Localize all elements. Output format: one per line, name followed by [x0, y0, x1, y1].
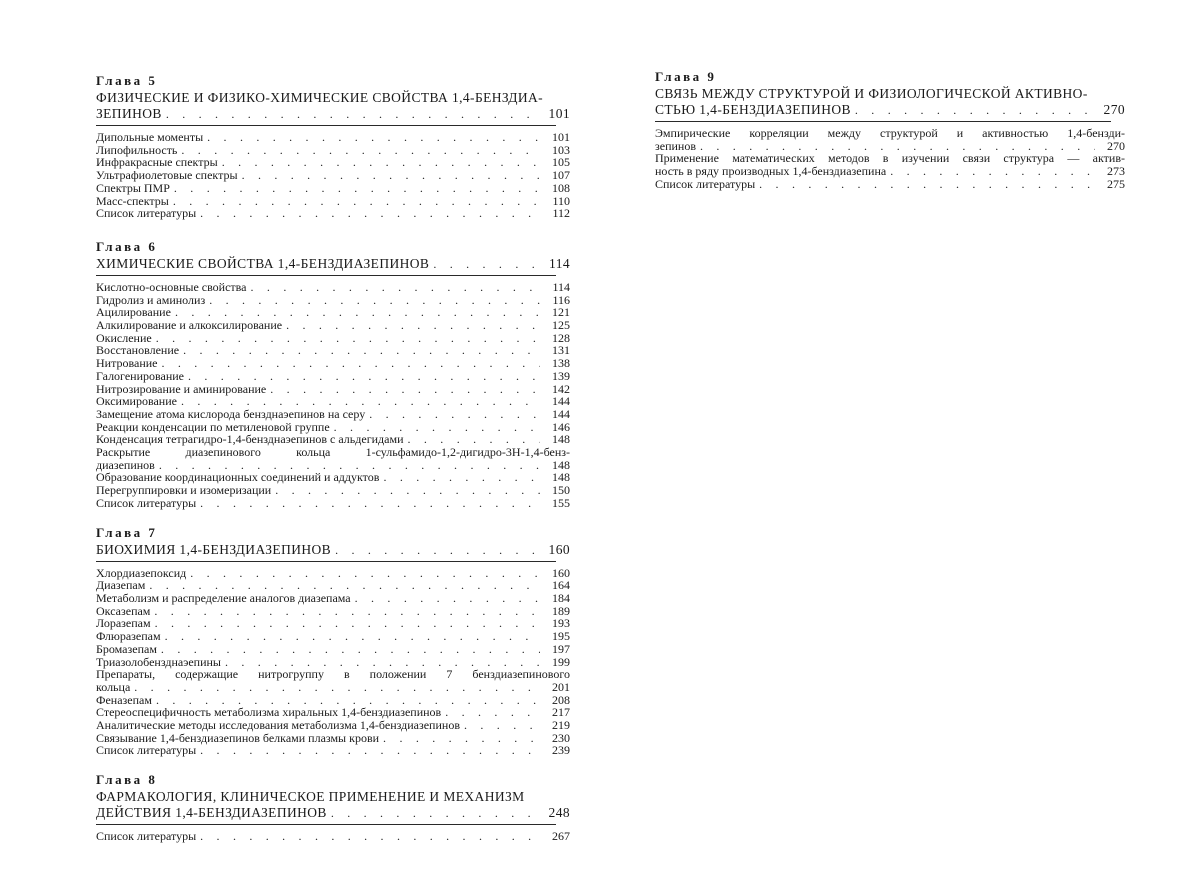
toc-left-column	[96, 74, 570, 843]
title-rule	[655, 121, 1111, 122]
chapter-title-text: ЗЕПИНОВ	[96, 106, 162, 121]
leader-dots	[242, 169, 540, 182]
toc-entry-label: Применение математических методов в изучении связи структура — актив-	[655, 151, 1125, 166]
toc-entry-label-cont: кольца	[96, 679, 131, 694]
toc-entry-page: 112	[552, 206, 570, 221]
chapter-title-page: 270	[1103, 102, 1125, 117]
toc-entry-label: Инфракрасные спектры	[96, 155, 218, 170]
toc-entry	[96, 207, 570, 220]
leader-dots	[251, 281, 540, 294]
toc-entry	[96, 484, 570, 497]
toc-entry-page: 121	[552, 305, 570, 320]
leader-dots	[166, 106, 540, 122]
toc-entry-page: 148	[552, 457, 570, 472]
leader-dots	[286, 319, 540, 332]
toc-entry-page: 201	[552, 679, 570, 694]
toc-entry	[96, 744, 570, 757]
leader-dots	[154, 605, 540, 618]
toc-entry-label: Восстановление	[96, 343, 180, 358]
toc-entry-label-cont: зепинов	[655, 138, 696, 153]
toc-entry-label: Дипольные моменты	[96, 130, 204, 144]
toc-entry-label: Алкилирование и алкоксилирование	[96, 318, 283, 333]
toc-entry-page: 230	[552, 730, 570, 745]
toc-entry-label: Оксазепам	[96, 603, 151, 618]
toc-entry	[96, 182, 570, 195]
toc-entry-page: 110	[552, 193, 570, 208]
toc-entry-label: Оксимирование	[96, 394, 177, 409]
toc-entry-page: 184	[552, 590, 570, 605]
toc-entry-label: Список литературы	[96, 829, 197, 844]
chapter-title-line	[96, 805, 570, 821]
toc-entry-label: Нитрование	[96, 356, 158, 371]
toc-entry-page: 217	[552, 705, 570, 720]
chapter-title	[96, 256, 570, 272]
chapter-title	[96, 789, 570, 821]
toc-entry	[96, 131, 570, 144]
toc-entry	[96, 281, 570, 294]
leader-dots	[383, 471, 540, 484]
toc-entry	[655, 127, 1125, 152]
toc-entry-page: 144	[552, 394, 570, 409]
chapter-label: Глава 8	[96, 772, 158, 788]
toc-entry	[96, 592, 570, 605]
leader-dots	[188, 370, 540, 383]
chapter-block	[96, 526, 570, 758]
toc-entry-page: 148	[552, 470, 570, 485]
toc-entry-page: 128	[552, 330, 570, 345]
chapter-title-text: СВЯЗЬ МЕЖДУ СТРУКТУРОЙ И ФИЗИОЛОГИЧЕСКОЙ АКТИВНО-	[655, 86, 1088, 101]
toc-entry-page: 208	[552, 692, 570, 707]
chapter-title-page: 114	[549, 255, 570, 271]
leader-dots	[200, 744, 540, 757]
toc-entry-label: Метаболизм и распределение аналогов диазепама	[96, 590, 351, 605]
leader-dots	[165, 630, 540, 643]
toc-entry-page: 270	[1107, 138, 1125, 153]
leader-dots	[155, 617, 540, 630]
chapter-title-text: ДЕЙСТВИЯ 1,4-БЕНЗДИАЗЕПИНОВ	[96, 805, 327, 821]
leader-dots	[383, 732, 540, 745]
chapter-title	[96, 542, 570, 558]
toc-entry-page: 142	[552, 381, 570, 396]
toc-entry-label: Окисление	[96, 330, 152, 345]
chapter-title-line	[655, 102, 1125, 118]
chapter-title	[96, 90, 570, 122]
leader-dots	[222, 156, 540, 169]
toc-entry-label: Лоразепам	[96, 616, 151, 631]
leader-dots	[200, 830, 540, 843]
chapter-title	[655, 86, 1125, 118]
toc-entry-label: Феназепам	[96, 692, 152, 707]
toc-entry-page: 155	[552, 495, 570, 510]
title-rule	[96, 275, 556, 276]
toc-entry-label: Липофильность	[96, 142, 178, 157]
leader-dots	[270, 383, 540, 396]
toc-entry-page: 273	[1107, 164, 1125, 179]
leader-dots	[275, 484, 540, 497]
toc-entry-label: Ультрафиолетовые спектры	[96, 168, 238, 183]
toc-entry-label: Аналитические методы исследования метаболизма 1,4-бенздиазепинов	[96, 718, 460, 733]
leader-dots	[173, 195, 540, 208]
leader-dots	[433, 256, 540, 272]
toc-entry-page: 164	[552, 578, 570, 593]
toc-entry	[655, 152, 1125, 177]
toc-entry-page: 275	[1107, 176, 1125, 191]
toc-entry-page: 195	[552, 629, 570, 644]
toc-entry	[96, 567, 570, 580]
toc-entry	[96, 446, 570, 471]
chapter-title-page: 248	[548, 805, 570, 821]
toc-entry	[96, 630, 570, 643]
leader-dots	[200, 497, 540, 510]
title-rule	[96, 561, 556, 562]
leader-dots	[369, 408, 540, 421]
leader-dots	[134, 681, 540, 694]
toc-entry-label: Нитрозирование и аминирование	[96, 381, 267, 396]
leader-dots	[890, 165, 1095, 178]
toc-entry-label-cont: ность в ряду производных 1,4-бенздиазепина	[655, 164, 887, 179]
toc-entry-label: Хлордиазепоксид	[96, 565, 187, 580]
leader-dots	[156, 332, 540, 345]
toc-entry-label: Спектры ПМР	[96, 180, 170, 195]
toc-entry-label: Список литературы	[96, 743, 197, 758]
leader-dots	[355, 592, 540, 605]
toc-entry-continuation	[96, 681, 570, 694]
toc-entry-page: 131	[552, 343, 570, 358]
chapter-block	[96, 74, 570, 220]
leader-dots	[181, 144, 540, 157]
chapter-title-line	[96, 789, 570, 805]
leader-dots	[331, 805, 540, 821]
chapter-title-line	[96, 90, 570, 106]
toc-entry-page: 108	[552, 180, 570, 195]
toc-entry-page: 107	[552, 168, 570, 183]
toc-entry-page: 219	[552, 718, 570, 733]
toc-entry-page: 189	[552, 603, 570, 618]
toc-entry-page: 114	[552, 279, 570, 294]
chapter-title-line	[655, 86, 1125, 102]
toc-entry-label: Флюразепам	[96, 629, 161, 644]
toc-entry-label: Список литературы	[96, 495, 197, 510]
leader-dots	[161, 357, 540, 370]
chapter-title-text: ФАРМАКОЛОГИЯ, КЛИНИЧЕСКОЕ ПРИМЕНЕНИЕ И МЕХАНИЗМ	[96, 789, 525, 805]
leader-dots	[209, 294, 540, 307]
toc-entry-page: 139	[552, 368, 570, 383]
chapter-label: Глава 7	[96, 524, 158, 540]
toc-entry-page: 146	[552, 419, 570, 434]
toc-entry-label: Список литературы	[655, 176, 756, 191]
chapter-label: Глава 5	[96, 73, 158, 88]
toc-entry	[96, 344, 570, 357]
toc-entry-label: Замещение атома кислорода бензднаэепинов на серу	[96, 406, 366, 421]
toc-entry	[96, 497, 570, 510]
toc-entry-label: Бромазепам	[96, 641, 157, 656]
chapter-label: Глава 9	[655, 69, 717, 84]
toc-entry-label: Стереоспецифичность метаболизма хиральных 1,4-бенздиазепинов	[96, 705, 442, 720]
toc-entry-page: 148	[552, 432, 570, 447]
leader-dots	[759, 178, 1095, 191]
toc-entry-label: Галогенирование	[96, 368, 184, 383]
toc-entry-page: 125	[552, 318, 570, 333]
toc-entry	[96, 643, 570, 656]
toc-entry-label: Ацилирование	[96, 305, 171, 320]
toc-entry-label: Препараты, содержащие нитрогруппу в положении 7 бенздиазепинового	[96, 667, 570, 682]
chapter-title-line	[96, 256, 570, 272]
leader-dots	[464, 719, 540, 732]
toc-entry-page: 101	[552, 130, 570, 144]
toc-entry-page: 144	[552, 406, 570, 421]
leader-dots	[174, 182, 540, 195]
toc-entry-page: 160	[552, 565, 570, 580]
toc-entry	[96, 408, 570, 421]
chapter-title-text: ФИЗИЧЕСКИЕ И ФИЗИКО-ХИМИЧЕСКИЕ СВОЙСТВА 1,4-БЕНЗДИА-	[96, 90, 544, 105]
chapter-block	[96, 240, 570, 510]
toc-entry-label: Гидролиз и аминолиз	[96, 292, 206, 307]
toc-entry-continuation	[655, 165, 1125, 178]
toc-entry-label: Образование координационных соединений и аддуктов	[96, 470, 380, 485]
toc-entry-label: Список литературы	[96, 206, 197, 221]
title-rule	[96, 824, 556, 825]
toc-entry-page: 116	[552, 292, 570, 307]
toc-entry-page: 267	[552, 829, 570, 844]
toc-entry	[96, 370, 570, 383]
toc-entry	[96, 830, 570, 843]
toc-entry-label: Кислотно-основные свойства	[96, 279, 247, 294]
chapter-block	[96, 773, 570, 843]
toc-entry-label: Масс-спектры	[96, 193, 169, 208]
toc-entry	[96, 605, 570, 618]
chapter-title-page: 160	[548, 541, 570, 557]
toc-entry-page: 199	[552, 654, 570, 669]
toc-entry-label: Связывание 1,4-бенздиазепинов белками плазмы крови	[96, 730, 380, 745]
leader-dots	[855, 102, 1095, 118]
chapter-title-line	[96, 106, 570, 122]
toc-entry	[96, 617, 570, 630]
leader-dots	[335, 542, 540, 558]
leader-dots	[183, 344, 540, 357]
leader-dots	[190, 567, 540, 580]
toc-right-column	[655, 70, 1125, 191]
toc-entry-label: Конденсация тетрагидро-1,4-бензднаэепинов с альдегидами	[96, 432, 404, 447]
toc-entry-page: 239	[552, 743, 570, 758]
toc-entry-label-cont: диазепинов	[96, 457, 155, 472]
toc-entry-label: Раскрытие диазепинового кольца 1-сульфамидо-1,2-дигидро-3Н-1,4-бенз-	[96, 445, 570, 460]
leader-dots	[200, 207, 540, 220]
toc-entry	[96, 319, 570, 332]
toc-entry	[96, 668, 570, 693]
toc-entry-page: 193	[552, 616, 570, 631]
toc-entry-label: Реакции конденсации по метиленовой группе	[96, 419, 330, 434]
leader-dots	[207, 131, 540, 144]
chapter-title-text: СТЬЮ 1,4-БЕНЗДИАЗЕПИНОВ	[655, 102, 851, 117]
toc-entry	[655, 178, 1125, 191]
toc-entry-label: Перегруппировки и изомеризации	[96, 483, 272, 498]
chapter-title-line	[96, 542, 570, 558]
toc-entry-label: Диазепам	[96, 578, 146, 593]
chapter-title-page: 101	[548, 106, 570, 121]
toc-entry-page: 105	[552, 155, 570, 170]
toc-entry-page: 197	[552, 641, 570, 656]
toc-entry	[96, 719, 570, 732]
chapter-title-text: БИОХИМИЯ 1,4-БЕНЗДИАЗЕПИНОВ	[96, 541, 332, 557]
title-rule	[96, 125, 556, 126]
toc-entry-label: Триазолобензднаэепины	[96, 654, 221, 669]
chapter-block	[655, 70, 1125, 191]
leader-dots	[161, 643, 540, 656]
toc-entry-page: 150	[552, 483, 570, 498]
toc-entry-page: 103	[552, 142, 570, 157]
chapter-title-text: ХИМИЧЕСКИЕ СВОЙСТВА 1,4-БЕНЗДИАЗЕПИНОВ	[96, 255, 430, 271]
toc-entry-label: Эмпирические корреляции между структурой и активностью 1,4-бензди-	[655, 126, 1125, 140]
toc-entry-page: 138	[552, 356, 570, 371]
chapter-label: Глава 6	[96, 238, 158, 254]
toc-entry	[96, 169, 570, 182]
toc-entry	[96, 357, 570, 370]
